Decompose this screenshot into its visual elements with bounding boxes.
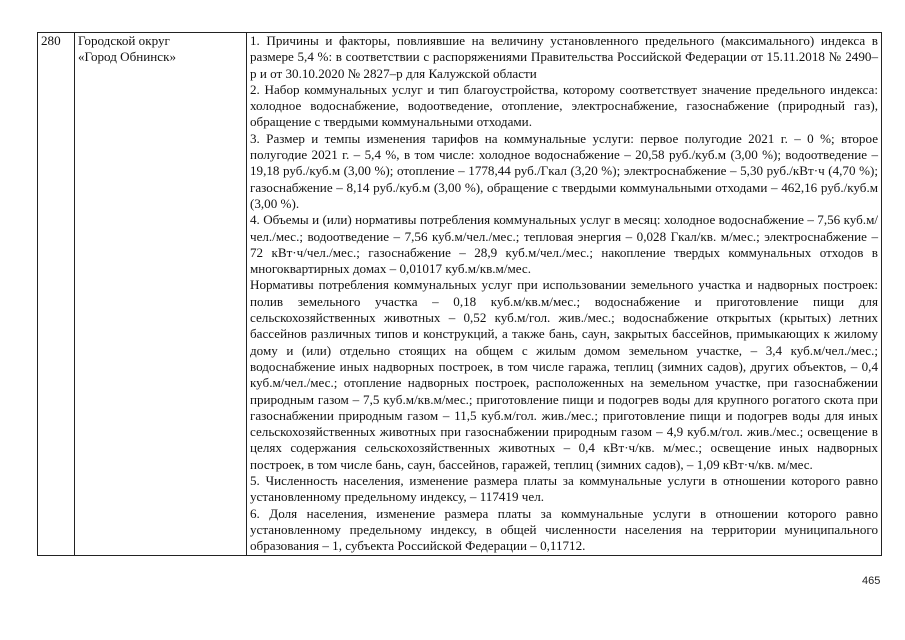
page-number: 465 <box>862 575 881 587</box>
tariff-table <box>37 32 882 556</box>
municipality-cell <box>75 33 247 556</box>
paragraph-services-set: 2. Набор коммунальных услуг и тип благоустройства, которому соответствует значение предельного индекса: холодное водоснабжение, водоотведение, отопление, электроснабжение, газоснабжение (природный газ), обращение с твердыми коммунальными отходами. <box>250 81 878 130</box>
paragraph-population-share: 6. Доля населения, изменение размера платы за коммунальные услуги в отношении которого равно установленному предельному индексу, в общей численности населения на территории муниципального образования – 1, субъекта Российской Федерации – 0,11712. <box>250 505 878 554</box>
details-cell <box>247 33 882 556</box>
paragraph-land-norms: Нормативы потребления коммунальных услуг при использовании земельного участка и надворных построек: полив земельного участка – 0,18 куб.м/кв.м/мес.; водоснабжение и приготовление пищи для сельскохозяйственных животных – 0,52 куб.м/гол. жив./мес.; водоснабжение открытых (крытых) летних бассейнов различных типов и конструкций, а также бань, саун, закрытых бассейнов, примыкающих к жилому дому и (или) отдельно стоящих на общем с жилым домом земельном участке, – 3,4 куб.м/чел./мес.; водоснабжение иных надворных построек, в том числе гаража, теплиц (зимних садов), других объектов, – 0,4 куб.м/чел./мес.; отопление надворных построек, расположенных на земельном участке, при газоснабжении природным газом – 7,5 куб.м/кв.м/мес.; приготовление пищи и подогрев воды для крупного рогатого скота при газоснабжении природным газом – 11,5 куб.м/гол. жив./мес.; приготовление пищи и подогрев воды для иных сельскохозяйственных животных при газоснабжении природным газом – 4,9 куб.м/гол. жив./мес.; освещение в целях содержания сельскохозяйственных животных – 0,4 кВт·ч/кв. м/мес.; освещение иных надворных построек, в том числе бань, саун, бассейнов, гаражей, теплиц (зимних садов), – 1,09 кВт·ч/кв. м/мес. <box>250 277 878 472</box>
paragraph-tariffs: 3. Размер и темпы изменения тарифов на коммунальные услуги: первое полугодие 2021 г. – 0 %; второе полугодие 2021 г. – 5,4 %, в том числе: холодное водоснабжение – 20,58 руб./куб.м (3,00 %); водоотведение – 19,18 руб./куб.м (3,00 %); отопление – 1778,44 руб./Гкал (3,20 %); электроснабжение – 5,30 руб./кВт·ч (4,70 %); газоснабжение – 8,14 руб./куб.м (3,00 %), обращение с твердыми коммунальными отходами – 462,16 руб./куб.м (3,00 %). <box>250 130 878 211</box>
paragraph-population: 5. Численность населения, изменение размера платы за коммунальные услуги в отношении которого равно установленному предельному индексу, – 117419 чел. <box>250 473 878 505</box>
row-number: 280 <box>38 33 75 556</box>
table-row <box>38 33 882 556</box>
paragraph-consumption: 4. Объемы и (или) нормативы потребления коммунальных услуг в месяц: холодное водоснабжение – 7,56 куб.м/чел./мес.; водоотведение – 7,56 куб.м/чел./мес.; тепловая энергия – 0,028 Гкал/кв. м/мес.; электроснабжение – 72 кВт·ч/чел./мес.; газоснабжение – 28,9 куб.м/чел./мес.; накопление твердых коммунальных отходов в многоквартирных домах – 0,01017 куб.м/кв.м/мес. <box>250 212 878 277</box>
municipality-name: «Город Обнинск» <box>78 49 177 65</box>
municipality-type: Городской округ <box>78 33 170 48</box>
paragraph-reasons: 1. Причины и факторы, повлиявшие на величину установленного предельного (максимального) индекса в размере 5,4 %: в соответствии с распоряжениями Правительства Российской Федерации от 15.11.2018 № 2490–р и от 30.10.2020 № 2827–р для Калужской области <box>250 33 878 81</box>
